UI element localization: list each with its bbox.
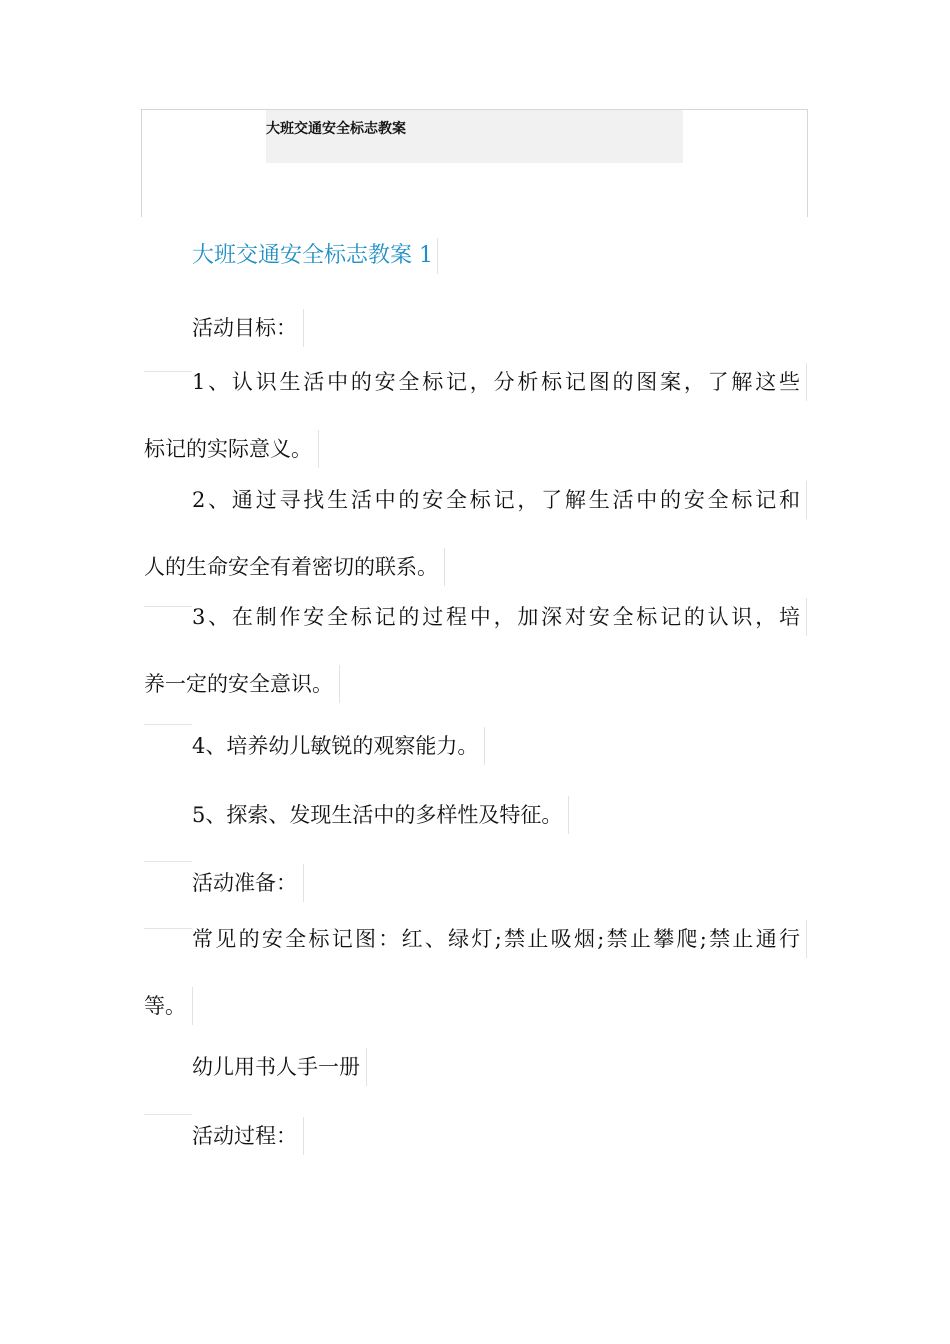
objective-4-line-1: 4、培养幼儿敏锐的观察能力。: [192, 727, 485, 765]
objectives-label: 活动目标：: [192, 309, 304, 347]
objective-2-line-2: 人的生命安全有着密切的联系。: [144, 548, 445, 586]
preparation-1-line-1: 常见的安全标记图：红、绿灯;禁止吸烟;禁止攀爬;禁止通行: [192, 920, 807, 958]
objective-4: [144, 716, 806, 772]
objective-5: [144, 785, 806, 841]
objective-1-line-2: 标记的实际意义。: [144, 430, 319, 468]
header-title: 大班交通安全标志教案: [266, 121, 406, 137]
process-label-paragraph: [144, 1106, 806, 1162]
preparation-2: [144, 1037, 806, 1093]
preparation-label: 活动准备：: [192, 864, 304, 902]
objective-2-line-1: 2、通过寻找生活中的安全标记，了解生活中的安全标记和: [192, 481, 807, 519]
objective-1: [144, 363, 806, 475]
preparation-1: [144, 920, 806, 1032]
objective-5-line-1: 5、探索、发现生活中的多样性及特征。: [192, 796, 569, 834]
document-heading: 大班交通安全标志教案 1: [192, 238, 438, 274]
preparation-2-line-1: 幼儿用书人手一册: [192, 1048, 367, 1086]
objective-3-line-1: 3、在制作安全标记的过程中，加深对安全标记的认识，培: [192, 598, 807, 636]
preparation-1-line-2: 等。: [144, 987, 193, 1025]
objective-3: [144, 598, 806, 710]
preparation-label-paragraph: [144, 853, 806, 909]
objectives-label-paragraph: [144, 298, 806, 354]
objective-3-line-2: 养一定的安全意识。: [144, 665, 340, 703]
objective-2: [144, 481, 806, 593]
process-label: 活动过程：: [192, 1117, 304, 1155]
objective-1-line-1: 1、认识生活中的安全标记，分析标记图的图案，了解这些: [192, 363, 807, 401]
